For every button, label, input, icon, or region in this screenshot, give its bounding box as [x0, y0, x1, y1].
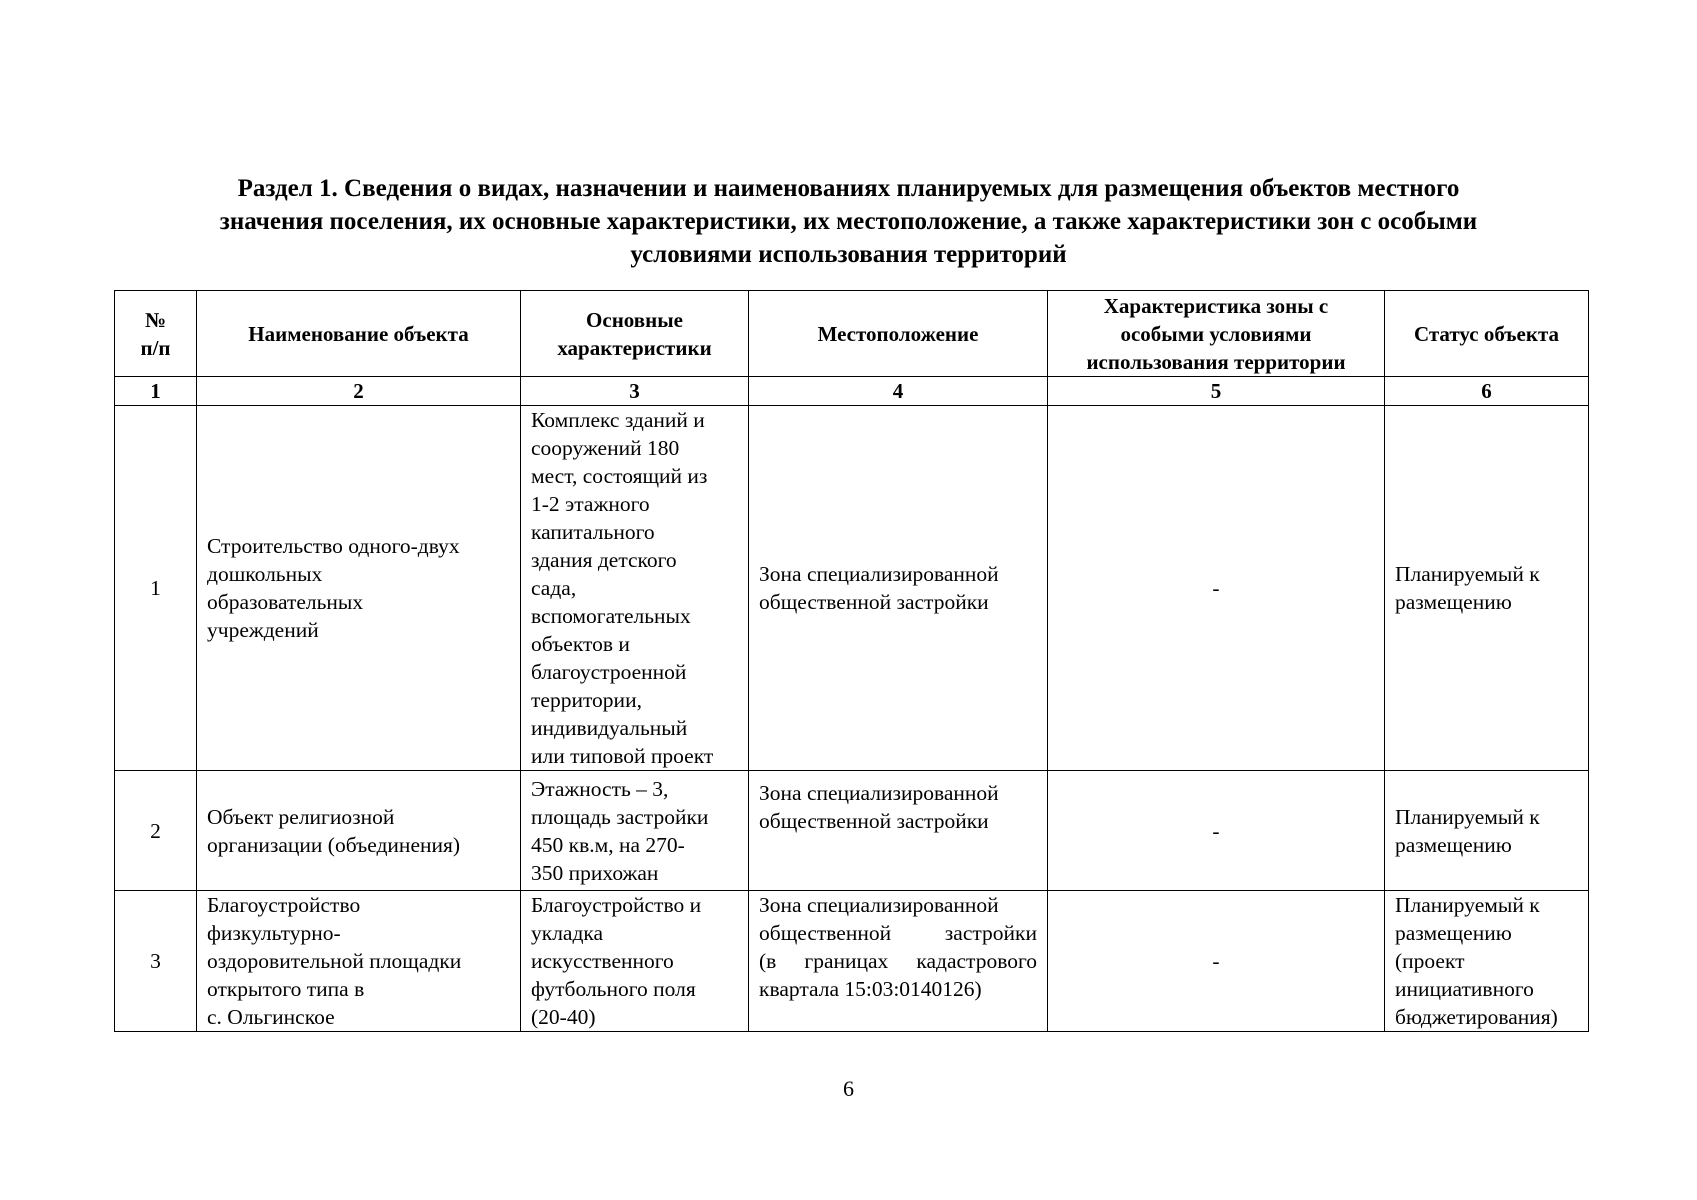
column-number: 4: [749, 377, 1048, 406]
table-row: [115, 771, 1589, 891]
header-zone: Характеристика зоны с особыми условиями использования территории: [1048, 291, 1385, 377]
column-number-row: [115, 377, 1589, 406]
column-number: 3: [521, 377, 749, 406]
row-number: 1: [115, 406, 197, 771]
object-name: Строительство одного-двух дошкольных образовательных учреждений: [197, 406, 521, 771]
object-name: Благоустройство физкультурно- оздоровительной площадки открытого типа в с. Ольгинское: [197, 891, 521, 1032]
object-status: Планируемый к размещению (проект инициативного бюджетирования): [1385, 891, 1589, 1032]
header-characteristics: Основные характеристики: [521, 291, 749, 377]
object-characteristics: Комплекс зданий и сооружений 180 мест, состоящий из 1-2 этажного капитального здания детского сада, вспомогательных объектов и благоустроенной территории, индивидуальный или типовой проект: [521, 406, 749, 771]
object-location: Зона специализированной общественной застройки: [749, 771, 1048, 891]
row-number: 2: [115, 771, 197, 891]
zone-characteristic: -: [1048, 406, 1385, 771]
object-characteristics: Этажность – 3, площадь застройки 450 кв.м, на 270- 350 прихожан: [521, 771, 749, 891]
column-number: 6: [1385, 377, 1589, 406]
title-line: Раздел 1. Сведения о видах, назначении и наименованиях планируемых для размещения объектов местного: [237, 175, 1460, 202]
table-header-row: [115, 291, 1589, 377]
header-location: Местоположение: [749, 291, 1048, 377]
page-number: 6: [843, 1076, 854, 1101]
column-number: 5: [1048, 377, 1385, 406]
object-name: Объект религиозной организации (объединения): [197, 771, 521, 891]
object-characteristics: Благоустройство и укладка искусственного футбольного поля (20-40): [521, 891, 749, 1032]
object-status: Планируемый к размещению: [1385, 771, 1589, 891]
header-status: Статус объекта: [1385, 291, 1589, 377]
object-location: Зона специализированной общественной застройки: [749, 406, 1048, 771]
header-object-name: Наименование объекта: [197, 291, 521, 377]
zone-characteristic: -: [1048, 891, 1385, 1032]
object-location: Зона специализированной общественной застройки (в границах кадастрового квартала 15:03:0140126): [749, 891, 1048, 1032]
title-line: значения поселения, их основные характеристики, их местоположение, а также характеристики зон с особыми: [219, 208, 1478, 235]
header-number: № п/п: [115, 291, 197, 377]
column-number: 1: [115, 377, 197, 406]
section-title: [100, 172, 1597, 271]
objects-table: [114, 290, 1589, 1032]
title-line: условиями использования территорий: [630, 241, 1067, 268]
table-row: [115, 406, 1589, 771]
row-number: 3: [115, 891, 197, 1032]
column-number: 2: [197, 377, 521, 406]
zone-characteristic: -: [1048, 771, 1385, 891]
table-row: [115, 891, 1589, 1032]
object-status: Планируемый к размещению: [1385, 406, 1589, 771]
